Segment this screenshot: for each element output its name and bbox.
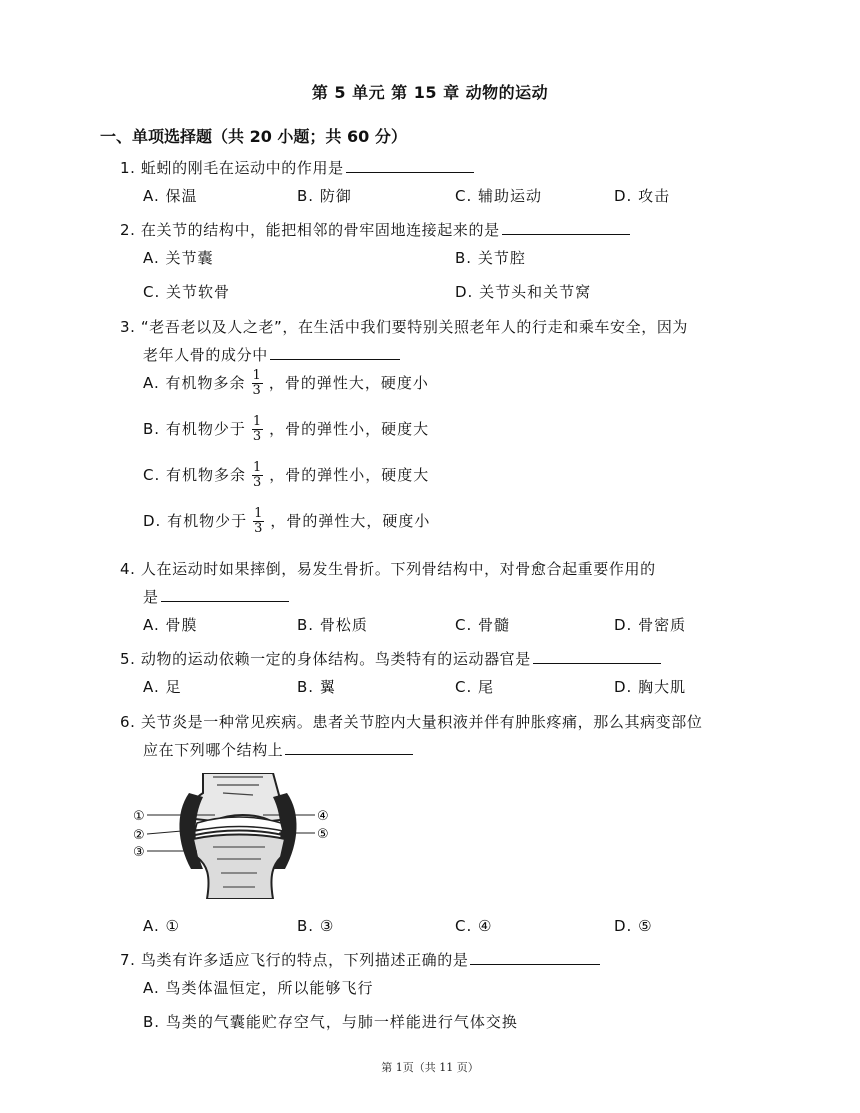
fraction-one-third: $\frac{1}{3}$ xyxy=(252,368,262,398)
answer-blank[interactable] xyxy=(161,587,289,602)
page-footer: 第 1页（共 11 页） xyxy=(381,1061,479,1074)
option-b[interactable]: B. 翼 xyxy=(297,678,336,696)
label-4: ④ xyxy=(317,809,329,824)
option-d[interactable]: D. 骨密质 xyxy=(614,616,687,634)
question-6: 6. 关节炎是一种常见疾病。患者关节腔内大量积液并伴有肿胀疼痛，那么其病变部位 xyxy=(120,713,703,731)
option-text: ，骨的弹性小，硬度大 xyxy=(269,420,430,438)
label-3: ③ xyxy=(133,845,145,860)
option-b[interactable]: B. 关节腔 xyxy=(455,249,526,267)
question-3-line2 xyxy=(143,344,400,366)
question-text: 是 xyxy=(143,588,159,606)
option-text: C. 有机物多余 xyxy=(143,466,247,484)
option-text: ，骨的弹性大，硬度小 xyxy=(270,512,431,530)
joint-diagram-svg xyxy=(133,773,351,899)
option-d[interactable]: D. 关节头和关节窝 xyxy=(455,283,592,301)
option-text: B. 有机物少于 xyxy=(143,420,246,438)
option-text: D. 有机物少于 xyxy=(143,512,248,530)
option-c[interactable]: C. 尾 xyxy=(455,678,495,696)
question-6-line2 xyxy=(143,739,413,761)
option-c[interactable]: C. 辅助运动 xyxy=(455,187,543,205)
page-title: 第 5 单元 第 15 章 动物的运动 xyxy=(311,83,549,102)
option-c[interactable]: C. 关节软骨 xyxy=(143,283,231,301)
option-text: ，骨的弹性大，硬度小 xyxy=(268,374,429,392)
answer-blank[interactable] xyxy=(470,950,600,965)
option-d[interactable]: D. 攻击 xyxy=(614,187,671,205)
option-a[interactable]: A. 关节囊 xyxy=(143,249,214,267)
question-4-line2 xyxy=(143,586,289,608)
option-c[interactable]: C. 骨髓 xyxy=(455,616,511,634)
option-text: ，骨的弹性小，硬度大 xyxy=(269,466,430,484)
answer-blank[interactable] xyxy=(502,220,630,235)
joint-diagram xyxy=(133,773,351,899)
question-text: 7. 鸟类有许多适应飞行的特点，下列描述正确的是 xyxy=(120,951,469,969)
question-text: 老年人骨的成分中 xyxy=(143,346,268,364)
option-b[interactable]: B. 防御 xyxy=(297,187,352,205)
option-a[interactable]: A. 保温 xyxy=(143,187,198,205)
label-5: ⑤ xyxy=(317,827,329,842)
answer-blank[interactable] xyxy=(346,158,474,173)
question-5 xyxy=(120,648,661,670)
question-text: 5. 动物的运动依赖一定的身体结构。鸟类特有的运动器官是 xyxy=(120,650,531,668)
option-d[interactable]: D. ⑤ xyxy=(614,917,653,935)
option-text: A. 有机物多余 xyxy=(143,374,246,392)
question-4: 4. 人在运动时如果摔倒，易发生骨折。下列骨结构中，对骨愈合起重要作用的 xyxy=(120,560,656,578)
option-c[interactable]: C. ④ xyxy=(455,917,493,935)
question-1 xyxy=(120,157,474,179)
option-a[interactable]: A. 鸟类体温恒定，所以能够飞行 xyxy=(143,979,374,997)
fraction-one-third: $\frac{1}{3}$ xyxy=(252,414,263,444)
fraction-one-third: $\frac{1}{3}$ xyxy=(254,506,264,536)
question-text: 应在下列哪个结构上 xyxy=(143,741,284,759)
option-d[interactable]: D. 胸大肌 xyxy=(614,678,687,696)
question-text: 2. 在关节的结构中，能把相邻的骨牢固地连接起来的是 xyxy=(120,221,500,239)
option-a[interactable]: A. 骨膜 xyxy=(143,616,198,634)
option-a[interactable] xyxy=(143,369,429,398)
section-heading: 一、单项选择题（共 20 小题；共 60 分） xyxy=(100,127,407,146)
answer-blank[interactable] xyxy=(285,740,413,755)
option-c[interactable] xyxy=(143,461,429,490)
label-1: ① xyxy=(133,809,145,824)
option-d[interactable] xyxy=(143,507,430,536)
question-3: 3. “老吾老以及人之老”，在生活中我们要特别关照老年人的行走和乘车安全，因为 xyxy=(120,318,689,336)
answer-blank[interactable] xyxy=(533,649,661,664)
question-text: 1. 蚯蚓的刚毛在运动中的作用是 xyxy=(120,159,344,177)
question-2 xyxy=(120,219,630,241)
label-2: ② xyxy=(133,828,145,843)
option-b[interactable]: B. 骨松质 xyxy=(297,616,368,634)
question-7 xyxy=(120,949,600,971)
option-b[interactable]: B. ③ xyxy=(297,917,335,935)
option-b[interactable]: B. 鸟类的气囊能贮存空气，与肺一样能进行气体交换 xyxy=(143,1013,518,1031)
option-a[interactable]: A. 足 xyxy=(143,678,182,696)
option-b[interactable] xyxy=(143,415,429,444)
fraction-one-third: $\frac{1}{3}$ xyxy=(253,460,263,490)
option-a[interactable]: A. ① xyxy=(143,917,180,935)
answer-blank[interactable] xyxy=(270,345,400,360)
